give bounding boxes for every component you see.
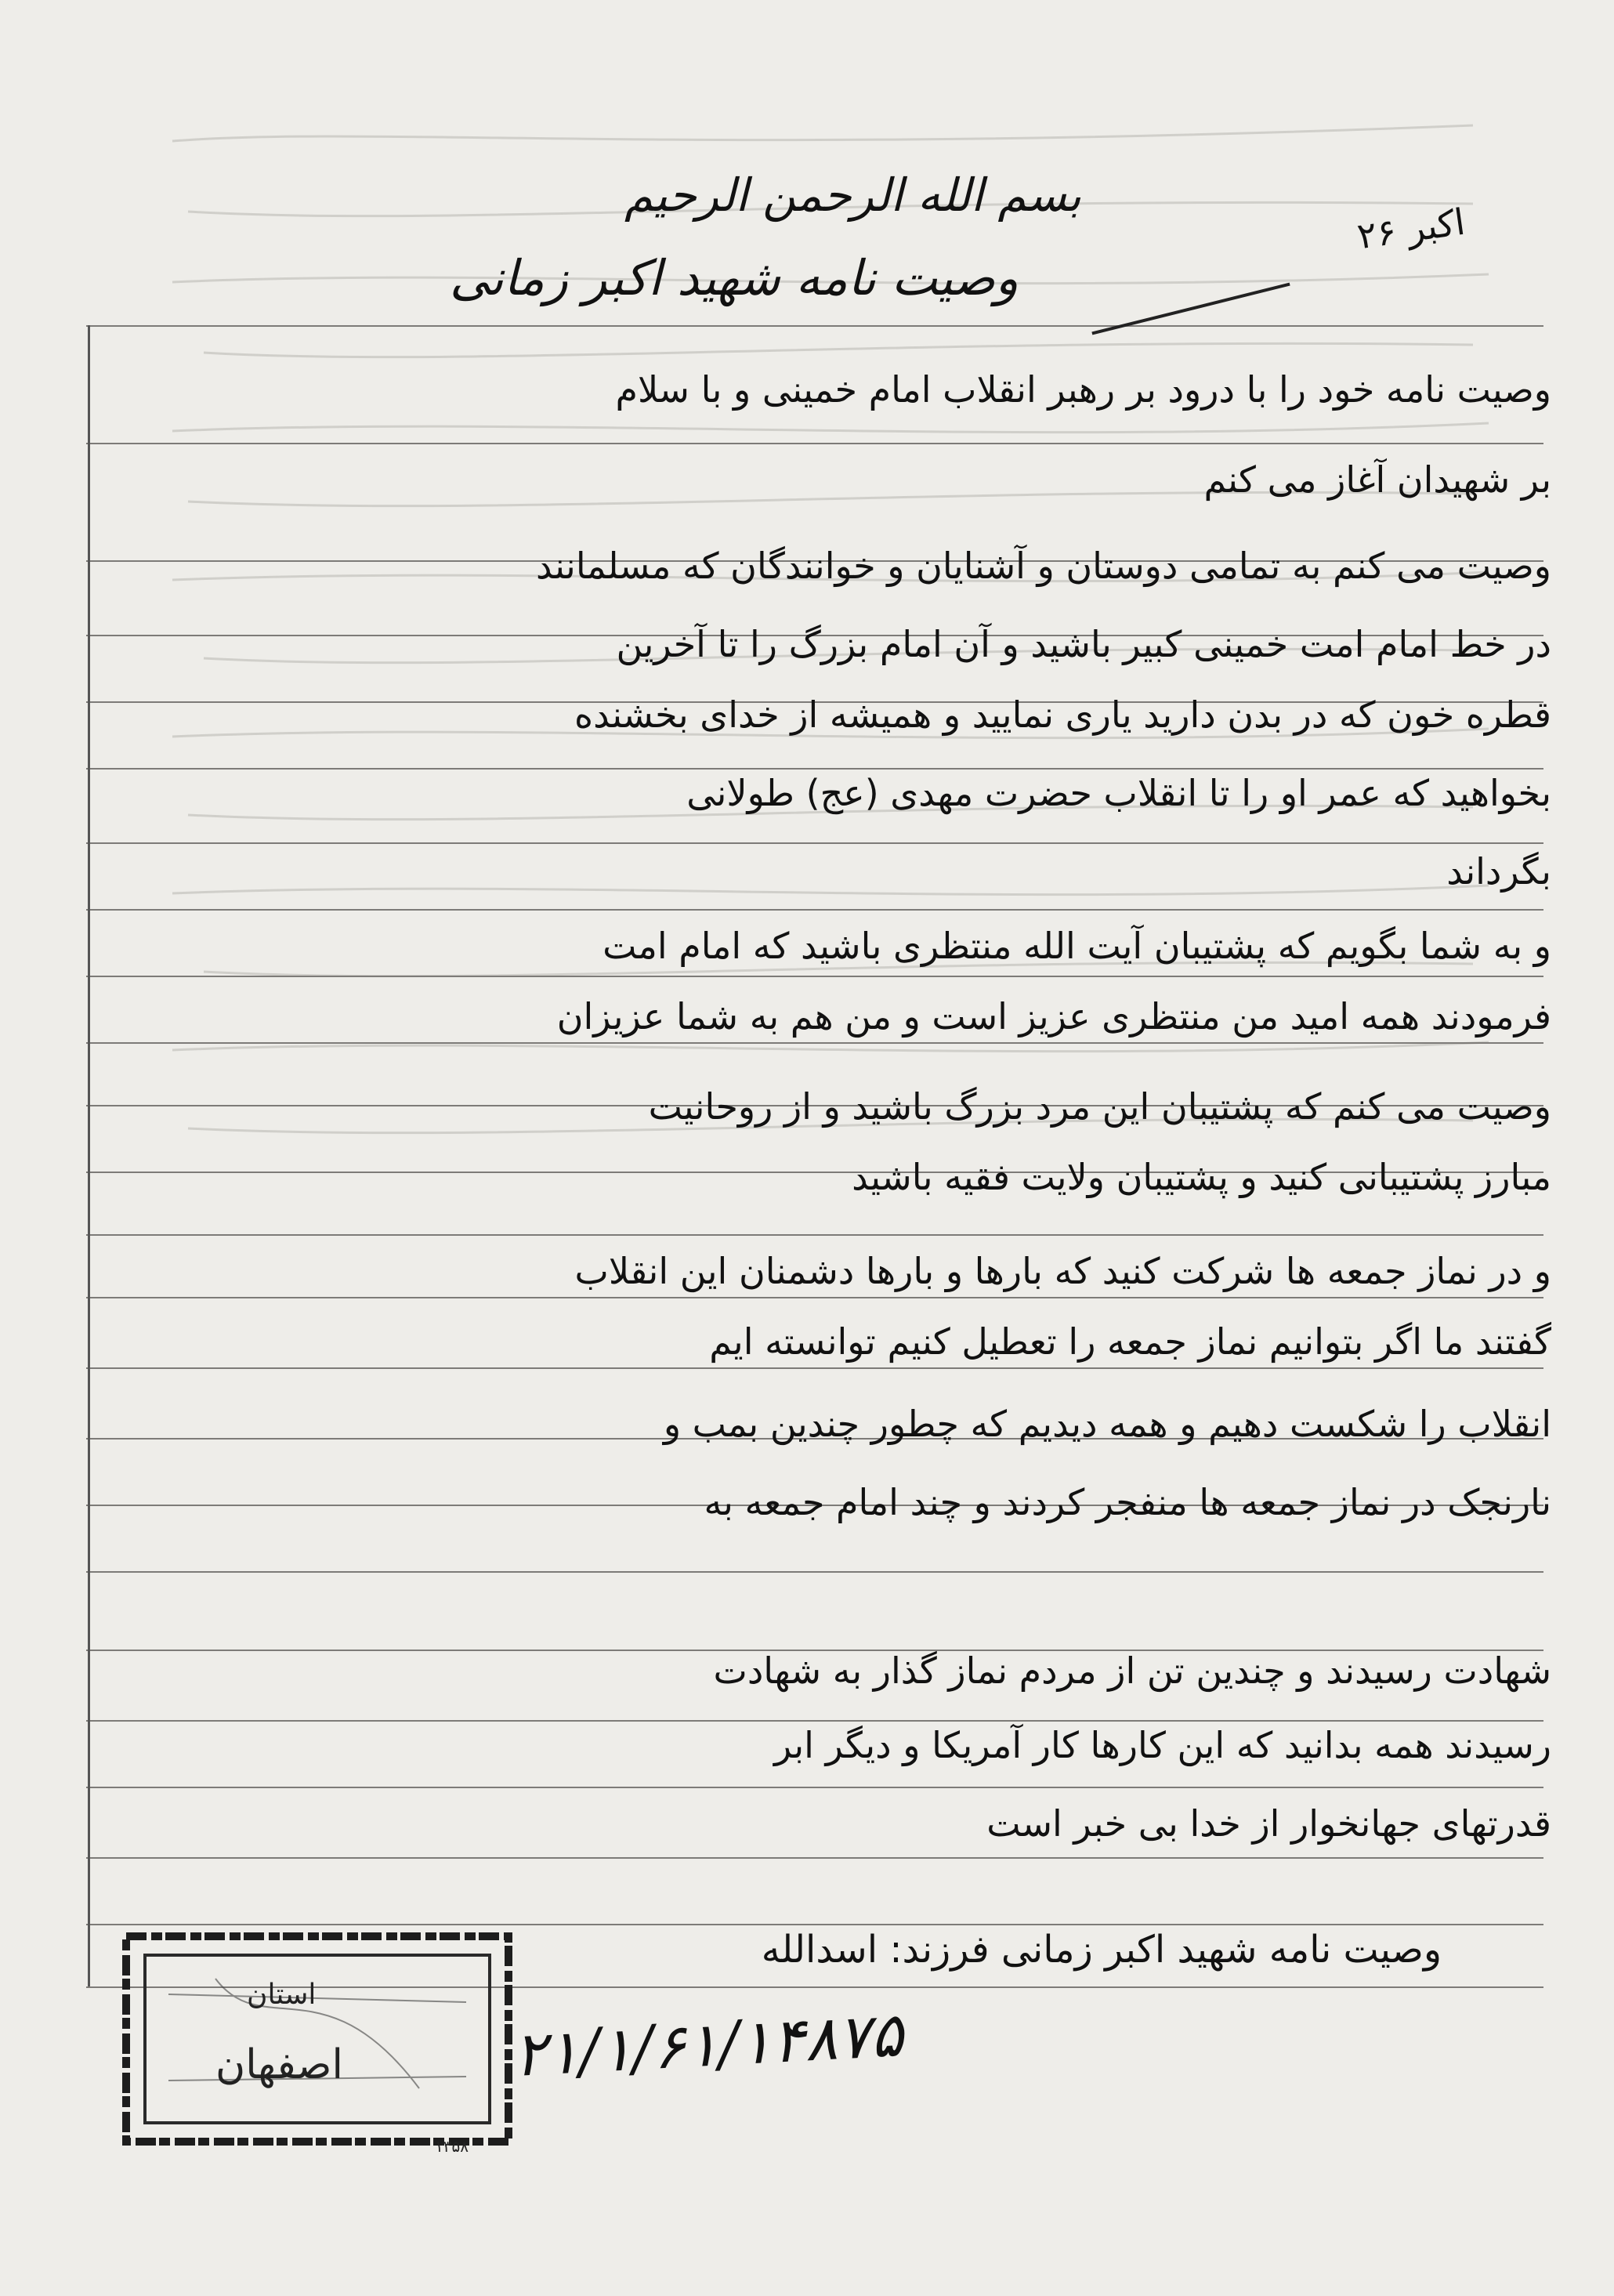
- left-margin-rule: [88, 325, 90, 1986]
- body-line: و به شما بگویم که پشتیبان آیت الله منتظری باشید که امام امت: [603, 925, 1551, 967]
- signature-line: وصیت نامه شهید اکبر زمانی فرزند: اسدالله: [761, 1928, 1442, 1972]
- body-line: انقلاب را شکست دهیم و همه دیدیم که چطور چندین بمب و: [663, 1403, 1551, 1445]
- body-line: وصیت می کنم به تمامی دوستان و آشنایان و خوانندگان که مسلمانند: [536, 545, 1551, 587]
- body-line: فرمودند همه امید من منتظری عزیز است و من هم به شما عزیزان: [556, 995, 1551, 1038]
- body-line: قدرتهای جهانخوار از خدا بی خبر است: [986, 1802, 1551, 1845]
- body-line: در خط امام امت خمینی کبیر باشید و آن امام بزرگ را تا آخرین: [616, 623, 1551, 665]
- body-line: مبارز پشتیبانی کنید و پشتیبان ولایت فقیه باشید: [852, 1156, 1551, 1198]
- body-line: بر شهیدان آغاز می کنم: [1203, 458, 1551, 501]
- body-line: رسیدند همه بدانید که این کارها کار آمریکا و دیگر ابر: [774, 1724, 1551, 1766]
- body-line: بگرداند: [1446, 850, 1551, 893]
- body-line: وصیت نامه خود را با درود بر رهبر انقلاب امام خمینی و با سلام: [615, 368, 1551, 411]
- body-line: شهادت رسیدند و چندین تن از مردم نماز گذار به شهادت: [713, 1650, 1551, 1692]
- document-title: وصیت نامه شهید اکبر زمانی: [449, 249, 1019, 306]
- body-line: نارنجک در نماز جمعه ها منفجر کردند و چند امام جمعه به: [704, 1481, 1551, 1523]
- stamp-line-2: اصفهان: [215, 2041, 343, 2088]
- body-line: قطره خون که در بدن دارید یاری نمایید و همیشه از خدای بخشنده: [574, 694, 1551, 736]
- body-line: وصیت می کنم که پشتیبان این مرد بزرگ باشید و از روحانیت: [648, 1085, 1551, 1128]
- date-number: ۲۱/۱/۶۱/۱۴۸۷۵: [511, 2000, 905, 2091]
- stamp-footnote: ۱۳۵۸: [435, 2137, 469, 2156]
- body-line: بخواهید که عمر او را تا انقلاب حضرت مهدی (عج) طولانی: [686, 772, 1551, 814]
- basmala: بسم الله الرحمن الرحیم: [624, 168, 1081, 222]
- official-stamp: [121, 1932, 513, 2159]
- side-note: اکبر ۲۶: [1354, 200, 1468, 258]
- body-line: و در نماز جمعه ها شرکت کنید که بارها و بارها دشمنان این انقلاب: [574, 1250, 1551, 1292]
- stamp-line-1: استان: [247, 1979, 317, 2011]
- body-line: گفتند ما اگر بتوانیم نماز جمعه را تعطیل کنیم توانسته ایم: [709, 1320, 1551, 1363]
